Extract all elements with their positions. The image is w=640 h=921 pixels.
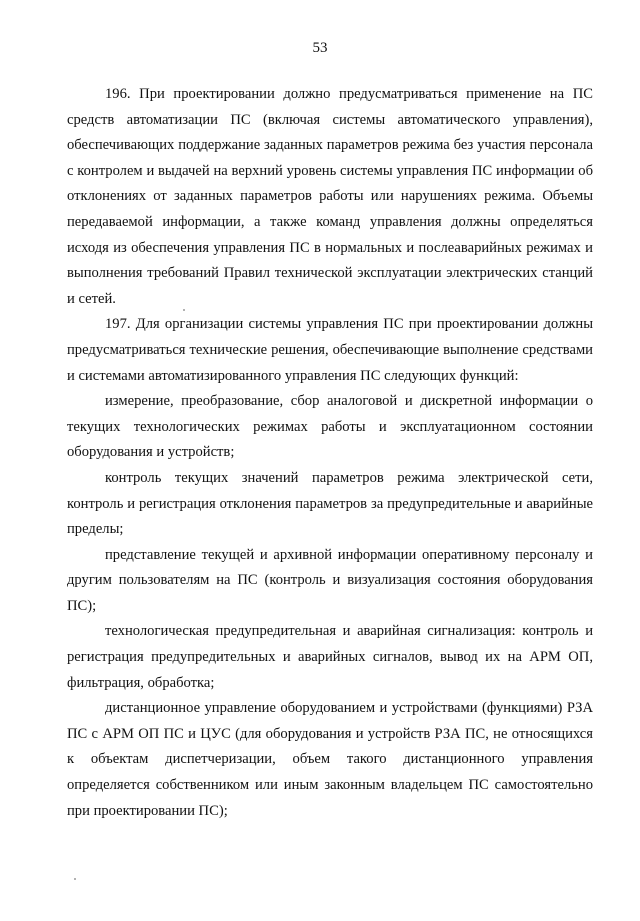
paragraph-197: 197. Для организации системы управления ПС при проектировании должны предусматриваться технические решения, обеспечивающие выполнение средствами и системами автоматизированного управления ПС следующих функций: [67, 316, 593, 384]
list-item-remote-control: дистанционное управление оборудованием и устройствами (функциями) РЗА ПС с АРМ ОП ПС и ЦУС (для оборудования и устройств РЗА ПС, не относящихся к объектам диспетчеризации, объем такого дистанционного управления определяется собственником или иным законным владельцем ПС самостоятельно при проектировании ПС); [67, 700, 593, 819]
paragraph-196: 196. При проектировании должно предусматриваться применение на ПС средств автоматизации ПС (включая системы автоматического управления), обеспечивающих поддержание заданных параметров режима без участия персонала с контролем и выдачей на верхний уровень системы управления ПС информации об отклонениях от заданных параметров работы или нарушениях режима. Объемы передаваемой информации, а также команд управления должны определяться исходя из обеспечения управления ПС в нормальных и послеаварийных режимах и выполнения требований Правил технической эксплуатации электрических станций и сетей. [67, 86, 593, 307]
document-body [67, 82, 593, 824]
scan-speck [74, 878, 76, 880]
list-item-information-display: представление текущей и архивной информации оперативному персоналу и другим пользователям на ПС (контроль и визуализация состояния оборудования ПС); [67, 546, 593, 614]
list-item-measurement: измерение, преобразование, сбор аналоговой и дискретной информации о текущих технологических режимах работы и эксплуатационном состоянии оборудования и устройств; [67, 393, 593, 461]
scan-speck [183, 309, 185, 311]
page-number: 53 [312, 40, 328, 56]
list-item-parameter-control: контроль текущих значений параметров режима электрической сети, контроль и регистрация отклонения параметров за предупредительные и аварийные пределы; [67, 469, 593, 538]
list-item-alarm-signaling: технологическая предупредительная и аварийная сигнализация: контроль и регистрация предупредительных и аварийных сигналов, вывод их на АРМ ОП, фильтрация, обработка; [67, 623, 593, 691]
